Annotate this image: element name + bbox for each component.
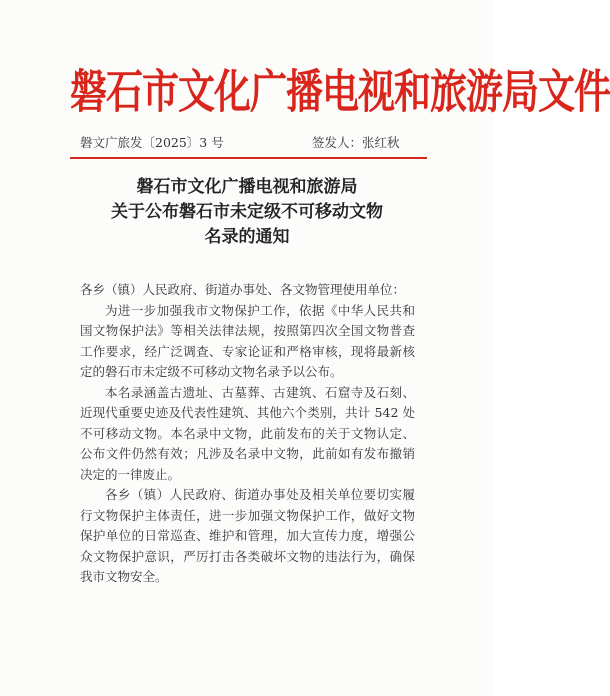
title-line-3: 名录的通知 [204, 227, 290, 247]
title-line-2: 关于公布磐石市未定级不可移动文物 [111, 202, 383, 222]
salutation: 各乡（镇）人民政府、街道办事处、各文物管理使用单位： [80, 282, 406, 297]
signer: 签发人：张红秋 [312, 135, 400, 150]
paragraph-1: 为进一步加强我市文物保护工作，依据《中华人民共和国文物保护法》等相关法律法规，按照第四次全国文物普查工作要求，经广泛调查、专家论证和严格审核，现将最新核定的磐石市未定级不可移动文物名录予以公布。 [80, 302, 415, 379]
document-number: 磐文广旅发〔2025〕3 号 [80, 135, 224, 150]
paragraph-3: 各乡（镇）人民政府、街道办事处及相关单位要切实履行文物保护主体责任，进一步加强文物保护工作，做好文物保护单位的日常巡查、维护和管理，加大宣传力度，增强公众文物保护意识，严厉打击各类破坏文物的违法行为，确保我市文物安全。 [80, 487, 415, 584]
paragraph-2: 本名录涵盖古遗址、古墓葬、古建筑、石窟寺及石刻、近现代重要史迹及代表性建筑、其他六个类别，共计 542 处不可移动文物。本名录中文物，此前发布的关于文物认定、公布文件仍然有效；凡涉及名录中文物，此前如有发布撤销决定的一律废止。 [80, 384, 415, 482]
document-body [80, 280, 415, 588]
document-title [60, 175, 434, 250]
title-line-1: 磐石市文化广播电视和旅游局 [136, 177, 358, 197]
red-header-title: 磐石市文化广播电视和旅游局文件 [70, 63, 610, 119]
red-divider-line [70, 157, 427, 159]
